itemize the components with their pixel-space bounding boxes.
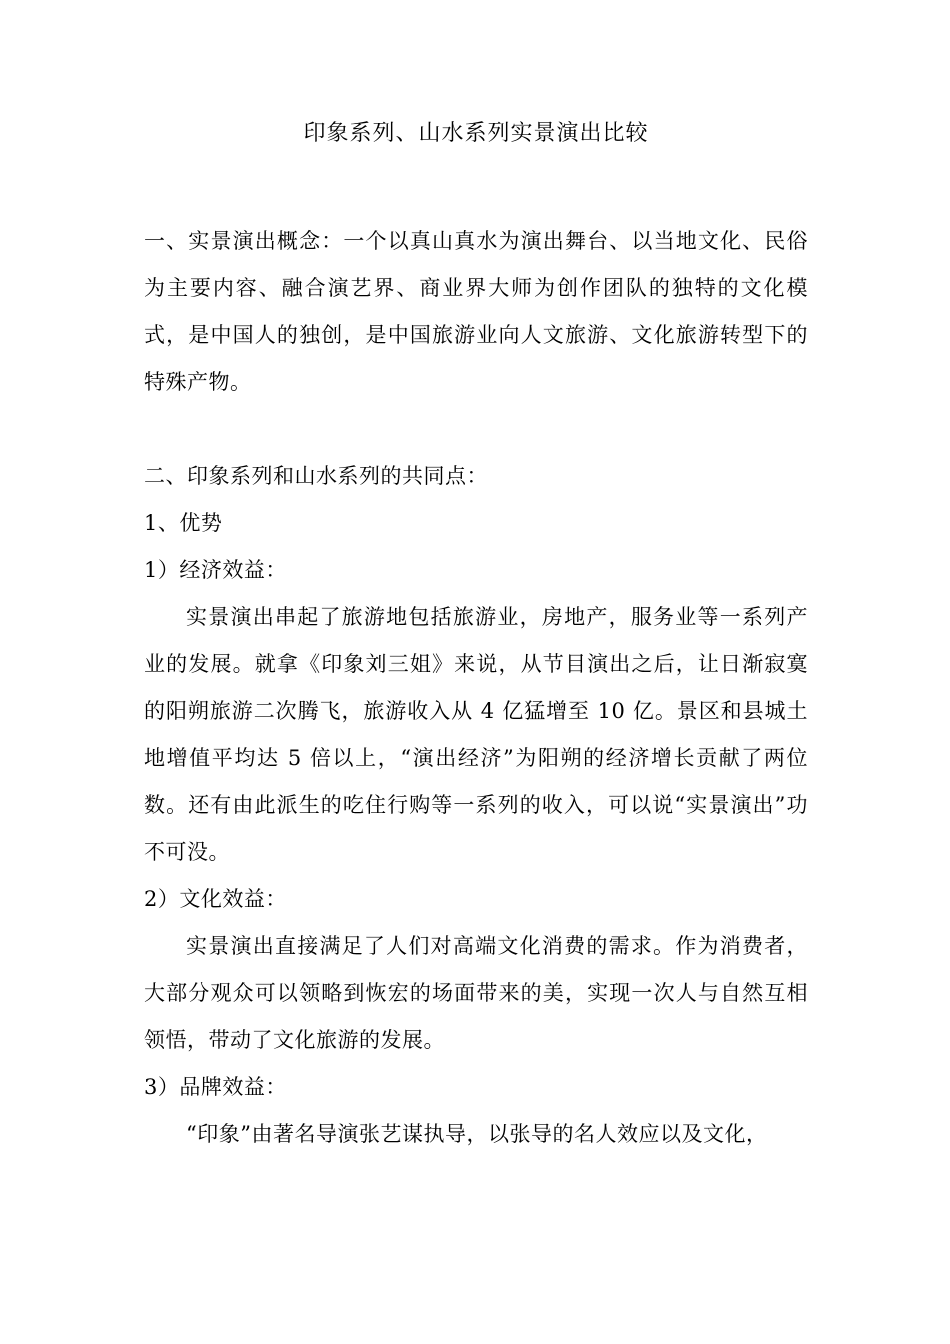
heading-cultural-benefit: 2）文化效益： — [144, 887, 287, 911]
paragraph-concept: 一、实景演出概念：一个以真山真水为演出舞台、以当地文化、民俗为主要内容、融合演艺界、商业界大师为创作团队的独特的文化模式，是中国人的独创，是中国旅游业向人文旅游、文化旅游转型下的特殊产物。 — [144, 229, 808, 394]
paragraph-economic-benefit: 实景演出串起了旅游地包括旅游业，房地产，服务业等一系列产业的发展。就拿《印象刘三姐》来说，从节目演出之后，让日渐寂寞的阳朔旅游二次腾飞，旅游收入从 4 亿猛增至 10 亿。景区和县城土地增值平均达 5 倍以上，“演出经济”为阳朔的经济增长贡献了两位数。还有由此派生的吃住行购等一系列的收入，可以说“实景演出”功不可没。 — [144, 605, 808, 864]
heading-economic-benefit: 1）经济效益： — [144, 558, 287, 582]
heading-brand-benefit: 3）品牌效益： — [144, 1075, 287, 1099]
heading-advantages: 1、优势 — [144, 511, 223, 535]
paragraph-gap — [144, 406, 808, 453]
paragraph-brand-benefit: “印象”由著名导演张艺谋执导，以张导的名人效应以及文化， — [186, 1122, 768, 1146]
document-body — [144, 218, 808, 1158]
heading-common-points: 二、印象系列和山水系列的共同点： — [144, 464, 488, 488]
paragraph-cultural-benefit: 实景演出直接满足了人们对高端文化消费的需求。作为消费者，大部分观众可以领略到恢宏的场面带来的美，实现一次人与自然互相领悟，带动了文化旅游的发展。 — [144, 934, 808, 1052]
document-title: 印象系列、山水系列实景演出比较 — [303, 121, 649, 146]
